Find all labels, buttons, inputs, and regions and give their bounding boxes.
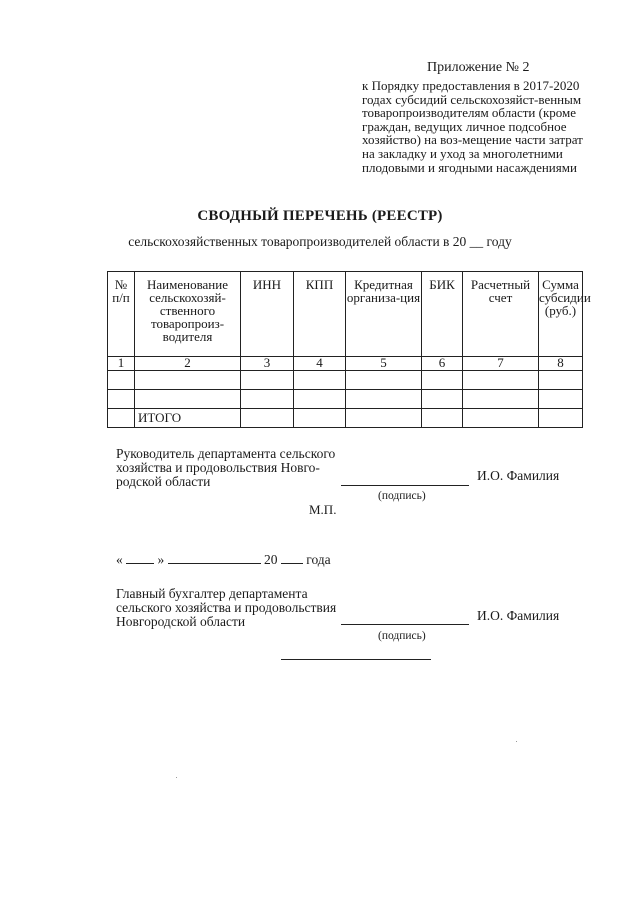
column-number-row (108, 357, 583, 371)
table-cell (422, 390, 463, 409)
date-open-quote: « (116, 552, 123, 567)
stamp-place: М.П. (309, 502, 337, 517)
column-number: 5 (346, 357, 422, 371)
table-cell (346, 371, 422, 390)
table-cell (422, 409, 463, 428)
header-account: Расчетный счет (463, 272, 539, 357)
year-blank (281, 551, 303, 564)
table-cell (108, 371, 135, 390)
head-signature-caption: (подпись) (378, 490, 426, 502)
header-inn: ИНН (241, 272, 294, 357)
closing-separator (281, 659, 431, 660)
document-subtitle: сельскохозяйственных товаропроизводителей области в 20 __ году (128, 234, 512, 249)
date-close-quote: » (157, 552, 165, 567)
scan-speck (516, 741, 517, 742)
total-row (108, 409, 583, 428)
table-cell (241, 390, 294, 409)
header-number: № п/п (108, 272, 135, 357)
accountant-name: И.О. Фамилия (477, 608, 560, 623)
table-cell (346, 409, 422, 428)
table-cell (241, 371, 294, 390)
header-credit-org: Кредитная организа-ция (346, 272, 422, 357)
table-cell (135, 371, 241, 390)
table-cell (539, 390, 583, 409)
total-label: ИТОГО (135, 409, 241, 428)
table-cell (294, 371, 346, 390)
table-row (108, 371, 583, 390)
table-cell (294, 390, 346, 409)
table-cell (108, 409, 135, 428)
head-name: И.О. Фамилия (477, 468, 560, 483)
column-number: 6 (422, 357, 463, 371)
day-blank (126, 551, 154, 564)
table-cell (346, 390, 422, 409)
header-subsidy-sum: Сумма субсидии (руб.) (539, 272, 583, 357)
column-number: 3 (241, 357, 294, 371)
date-year-word: года (306, 552, 331, 567)
table-cell (463, 409, 539, 428)
column-number: 2 (135, 357, 241, 371)
head-signature-line (341, 485, 469, 486)
table-cell (241, 409, 294, 428)
table-row (108, 390, 583, 409)
accountant-position: Главный бухгалтер департамента сельского хозяйства и продовольствия Новгородской области (116, 586, 337, 629)
column-number: 7 (463, 357, 539, 371)
head-position: Руководитель департамента сельского хозяйства и продовольствия Новго-родской области (116, 446, 336, 489)
document-title: СВОДНЫЙ ПЕРЕЧЕНЬ (РЕЕСТР) (197, 208, 443, 224)
table-header-row (108, 272, 583, 357)
header-kpp: КПП (294, 272, 346, 357)
table-cell (422, 371, 463, 390)
table-cell (108, 390, 135, 409)
table-cell (539, 409, 583, 428)
accountant-signature-line (341, 624, 469, 625)
accountant-signature-caption: (подпись) (378, 630, 426, 642)
appendix-reference: к Порядку предоставления в 2017-2020 годах субсидий сельскохозяйст-венным товаропроизводителям области (кроме граждан, ведущих личное подсобное хозяйство) на воз-мещение части затрат на закладку и уход за многолетними плодовыми и ягодными насаждениями (362, 78, 583, 175)
column-number: 8 (539, 357, 583, 371)
table-cell (135, 390, 241, 409)
table-cell (463, 390, 539, 409)
column-number: 1 (108, 357, 135, 371)
scan-speck (176, 777, 177, 778)
registry-table (107, 271, 591, 428)
table-cell (463, 371, 539, 390)
appendix-title: Приложение № 2 (427, 60, 530, 75)
table-cell (539, 371, 583, 390)
header-bik: БИК (422, 272, 463, 357)
date-century: 20 (264, 552, 278, 567)
column-number: 4 (294, 357, 346, 371)
month-blank (168, 551, 261, 564)
date-line (116, 551, 331, 568)
table-cell (294, 409, 346, 428)
header-producer-name: Наименование сельскохозяй-ственного товаропроиз-водителя (135, 272, 241, 357)
